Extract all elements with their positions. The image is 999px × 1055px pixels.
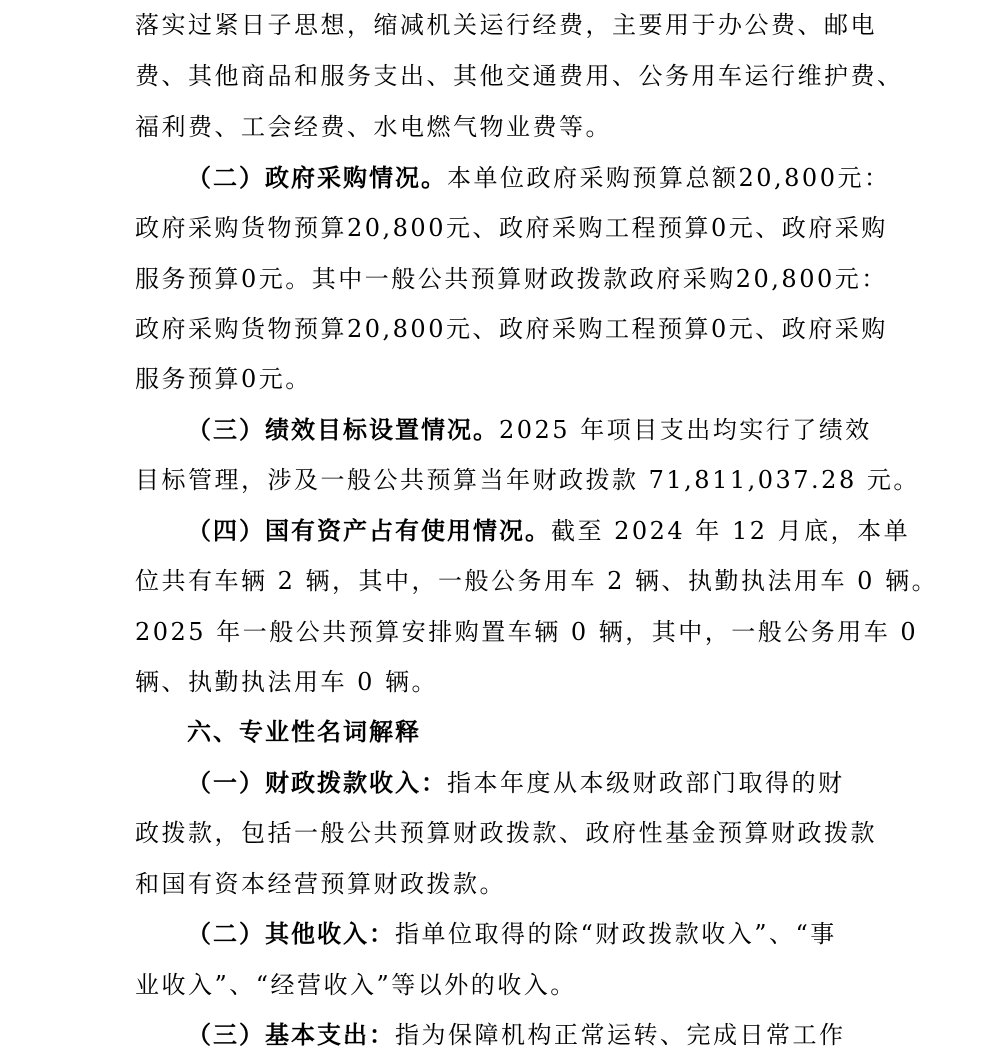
paragraph-text: 2025 年项目支出均实行了绩效 bbox=[499, 416, 872, 444]
paragraph-line: 福利费、工会经费、水电燃气物业费等。 bbox=[135, 113, 612, 141]
subsection-title: （三）绩效目标设置情况。 bbox=[187, 416, 499, 444]
paragraph-text: 截至 2024 年 12 月底，本单 bbox=[551, 517, 911, 545]
paragraph-text: 指本年度从本级财政部门取得的财 bbox=[447, 769, 845, 797]
subsection-title: （四）国有资产占有使用情况。 bbox=[187, 517, 551, 545]
paragraph-text: 指单位取得的除“财政拨款收入”、“事 bbox=[395, 920, 837, 948]
paragraph-line: 政拨款，包括一般公共预算财政拨款、政府性基金预算财政拨款 bbox=[135, 819, 877, 847]
paragraph-line: 落实过紧日子思想，缩减机关运行经费，主要用于办公费、邮电 bbox=[135, 11, 877, 39]
paragraph-line bbox=[187, 163, 890, 193]
paragraph-line bbox=[187, 1020, 846, 1050]
paragraph-line bbox=[187, 415, 872, 445]
section-heading: 六、专业性名词解释 bbox=[187, 718, 421, 746]
paragraph-line: 和国有资本经营预算财政拨款。 bbox=[135, 870, 506, 898]
term-title: （三）基本支出： bbox=[187, 1021, 395, 1049]
paragraph-line bbox=[187, 919, 837, 949]
paragraph-text: 本单位政府采购预算总额20,800元： bbox=[447, 164, 891, 192]
paragraph-line: 费、其他商品和服务支出、其他交通费用、公务用车运行维护费、 bbox=[135, 62, 904, 90]
paragraph-line: 政府采购货物预算20,800元、政府采购工程预算0元、政府采购 bbox=[135, 214, 888, 242]
paragraph-line bbox=[187, 768, 845, 798]
paragraph-line bbox=[187, 516, 910, 546]
paragraph-text: 指为保障机构正常运转、完成日常工作 bbox=[395, 1021, 846, 1049]
paragraph-line: 2025 年一般公共预算安排购置车辆 0 辆，其中，一般公务用车 0 bbox=[135, 618, 919, 646]
paragraph-line: 政府采购货物预算20,800元、政府采购工程预算0元、政府采购 bbox=[135, 315, 888, 343]
paragraph-line: 目标管理，涉及一般公共预算当年财政拨款 71,811,037.28 元。 bbox=[135, 466, 920, 494]
term-title: （二）其他收入： bbox=[187, 920, 395, 948]
term-title: （一）财政拨款收入： bbox=[187, 769, 447, 797]
paragraph-line: 辆、执勤执法用车 0 辆。 bbox=[135, 668, 439, 696]
subsection-title: （二）政府采购情况。 bbox=[187, 164, 447, 192]
paragraph-line: 位共有车辆 2 辆，其中，一般公务用车 2 辆、执勤执法用车 0 辆。 bbox=[135, 567, 939, 595]
paragraph-line: 业收入”、“经营收入”等以外的收入。 bbox=[135, 971, 577, 999]
paragraph-line: 服务预算0元。 bbox=[135, 365, 312, 393]
paragraph-line: 服务预算0元。其中一般公共预算财政拨款政府采购20,800元： bbox=[135, 265, 888, 293]
